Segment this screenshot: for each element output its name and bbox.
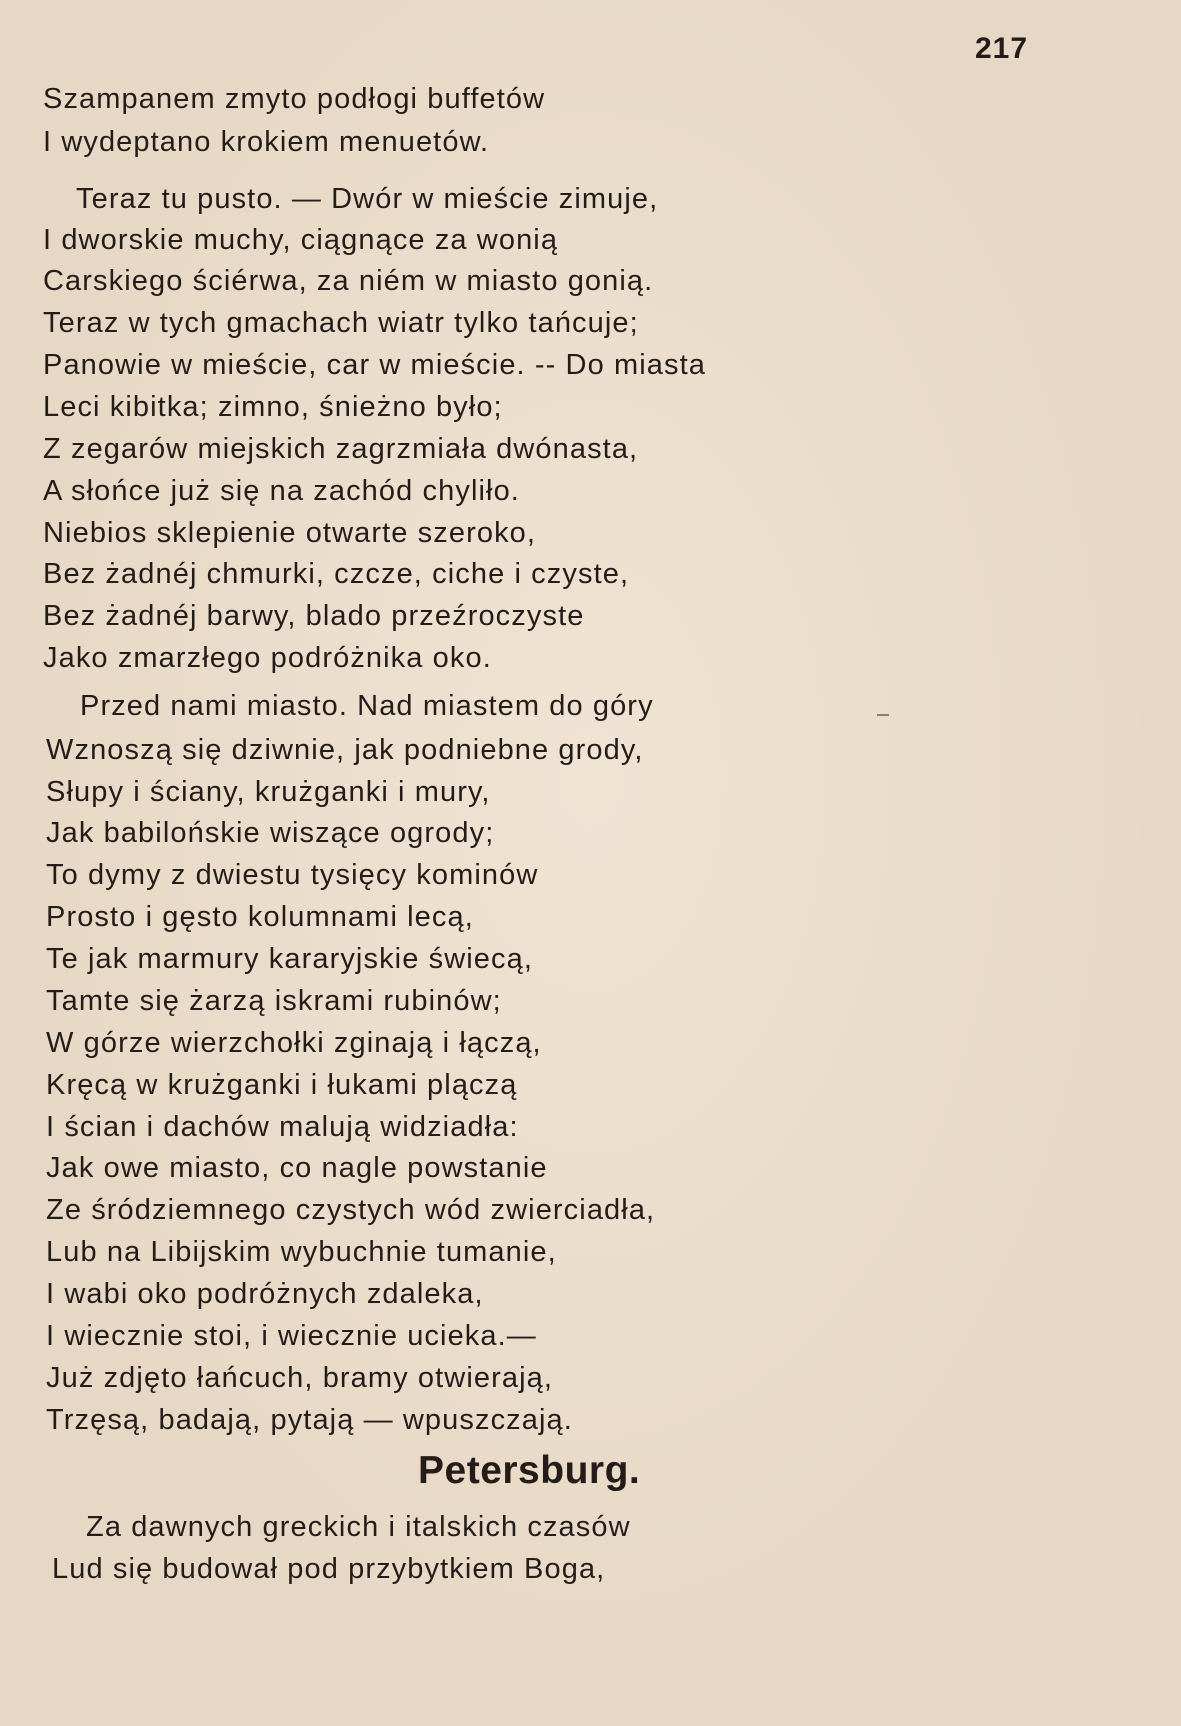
poem-line: I wiecznie stoi, i wiecznie ucieka.— [46,1320,537,1352]
poem-line: To dymy z dwiestu tysięcy kominów [46,859,539,891]
poem-line: Lud się budował pod przybytkiem Boga, [52,1553,606,1585]
poem-line: Panowie w mieście, car w mieście. -- Do miasta [43,349,706,381]
poem-line: I dworskie muchy, ciągnące za wonią [43,224,559,256]
poem-line: Teraz tu pusto. — Dwór w mieście zimuje, [76,183,659,215]
stray-print-mark [877,714,889,716]
poem-line: Wznoszą się dziwnie, jak podniebne grody, [46,734,644,766]
poem-line: Za dawnych greckich i italskich czasów [86,1511,631,1543]
poem-line: Teraz w tych gmachach wiatr tylko tańcuje; [43,307,639,339]
poem-line: Kręcą w krużganki i łukami plączą [46,1069,518,1101]
poem-line: Z zegarów miejskich zagrzmiała dwónasta, [43,433,639,465]
poem-line: Carskiego ściérwa, za niém w miasto gonią. [43,265,654,297]
poem-line: Leci kibitka; zimno, śnieżno było; [43,391,503,423]
poem-line: Jak owe miasto, co nagle powstanie [46,1152,548,1184]
poem-line: W górze wierzchołki zginają i łączą, [46,1027,542,1059]
poem-line: A słońce już się na zachód chyliło. [43,475,520,507]
poem-line: Prosto i gęsto kolumnami lecą, [46,901,474,933]
poem-line: Niebios sklepienie otwarte szeroko, [43,517,537,549]
poem-line: I wydeptano krokiem menuetów. [43,126,490,158]
poem-line: Bez żadnéj chmurki, czcze, ciche i czyste, [43,558,630,590]
poem-line: Tamte się żarzą iskrami rubinów; [46,985,502,1017]
section-title: Petersburg. [418,1449,641,1492]
poem-line: Jak babilońskie wiszące ogrody; [46,817,495,849]
poem-line: I wabi oko podróżnych zdaleka, [46,1278,484,1310]
poem-line: Lub na Libijskim wybuchnie tumanie, [46,1236,557,1268]
poem-line: Jako zmarzłego podróżnika oko. [43,642,492,674]
poem-line: Szampanem zmyto podłogi buffetów [43,83,546,115]
poem-line: I ścian i dachów malują widziadła: [46,1111,519,1143]
poem-line: Bez żadnéj barwy, blado przeźroczyste [43,600,585,632]
poem-line: Już zdjęto łańcuch, bramy otwierają, [46,1362,554,1394]
poem-line: Te jak marmury kararyjskie świecą, [46,943,533,975]
poem-line: Ze śródziemnego czystych wód zwierciadła, [46,1194,656,1226]
poem-line: Słupy i ściany, krużganki i mury, [46,776,491,808]
page-number: 217 [975,32,1029,65]
poem-line: Przed nami miasto. Nad miastem do góry [80,690,654,722]
poem-line: Trzęsą, badają, pytają — wpuszczają. [46,1404,573,1436]
